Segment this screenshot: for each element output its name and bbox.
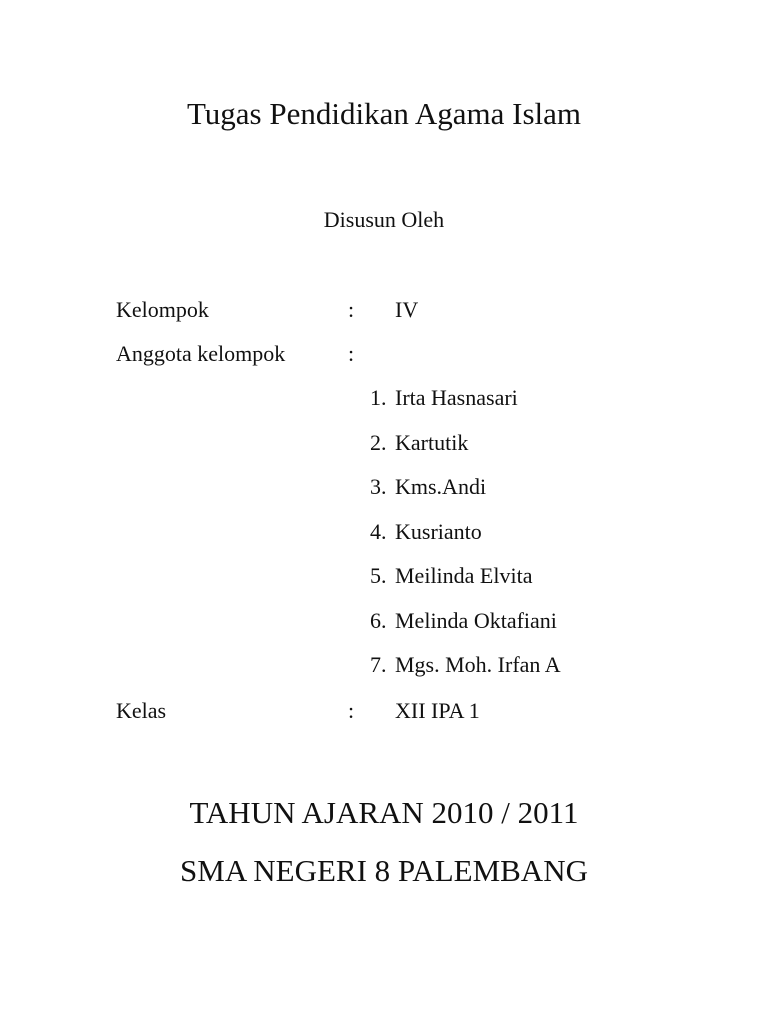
academic-year: TAHUN AJARAN 2010 / 2011	[189, 795, 579, 830]
anggota-label: Anggota kelompok	[116, 341, 286, 366]
member-number: 2.	[370, 429, 387, 455]
member-number: 3.	[370, 474, 387, 499]
list-item	[370, 518, 561, 563]
member-name: Melinda Oktafiani	[395, 607, 557, 633]
list-item	[370, 651, 561, 696]
kelas-value: XII IPA 1	[395, 698, 480, 723]
school-name: SMA NEGERI 8 PALEMBANG	[180, 853, 588, 888]
member-list	[370, 384, 561, 696]
document-subtitle: Disusun Oleh	[323, 207, 445, 232]
kelas-row	[116, 697, 676, 725]
member-number: 4.	[370, 518, 387, 544]
list-item	[370, 384, 561, 429]
kelompok-colon: :	[348, 297, 355, 322]
member-name: Irta Hasnasari	[395, 385, 518, 410]
member-number: 6.	[370, 607, 387, 633]
member-name: Kms.Andi	[395, 474, 487, 499]
list-item	[370, 429, 561, 474]
list-item	[370, 473, 561, 518]
kelompok-row	[116, 296, 676, 324]
member-name: Meilinda Elvita	[395, 563, 533, 588]
anggota-colon: :	[348, 341, 355, 366]
member-number: 1.	[370, 385, 387, 410]
kelas-colon: :	[348, 698, 355, 723]
kelompok-value: IV	[395, 297, 419, 322]
kelompok-label: Kelompok	[116, 297, 209, 322]
list-item	[370, 607, 561, 652]
member-name: Kartutik	[395, 429, 469, 455]
anggota-row	[116, 340, 676, 368]
list-item	[370, 562, 561, 607]
member-name: Kusrianto	[395, 518, 482, 544]
document-title: Tugas Pendidikan Agama Islam	[186, 96, 582, 131]
member-number: 7.	[370, 652, 387, 677]
member-number: 5.	[370, 563, 387, 588]
member-name: Mgs. Moh. Irfan A	[395, 652, 561, 677]
kelas-label: Kelas	[116, 698, 167, 723]
